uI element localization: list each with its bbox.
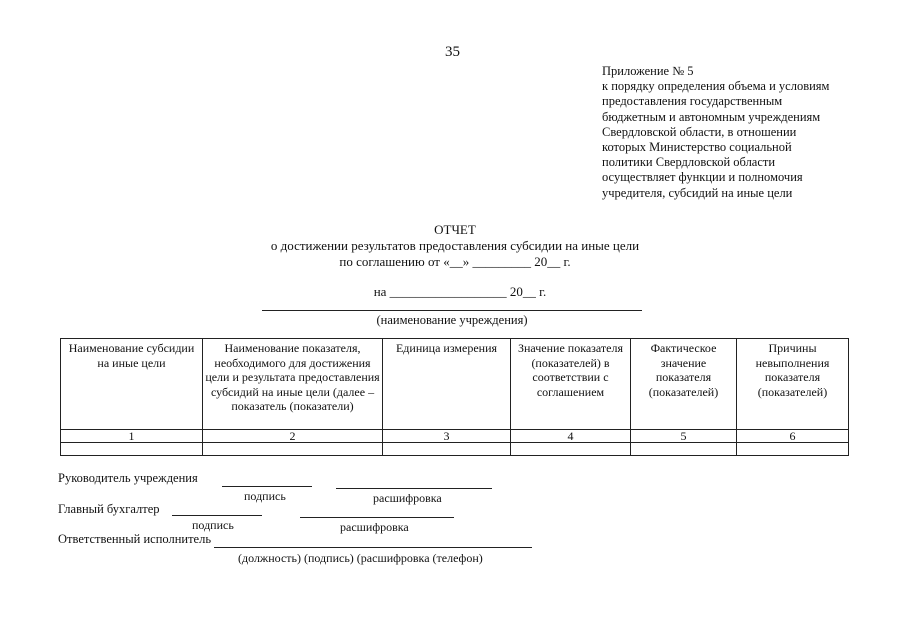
column-number: 6 xyxy=(737,430,849,443)
column-number-row xyxy=(61,430,849,443)
column-number: 2 xyxy=(203,430,383,443)
appendix-line: учредителя, субсидий на иные цели xyxy=(602,185,793,200)
column-number: 1 xyxy=(61,430,203,443)
empty-cell xyxy=(203,443,383,456)
accountant-decode-caption: расшифровка xyxy=(340,520,409,534)
table-row xyxy=(61,443,849,456)
head-decode-caption: расшифровка xyxy=(373,491,442,505)
header-indicator-name: Наименование показателя, необходимого для достижения цели и результата предоставления субсидий на иные цели (далее – показатель (показатели) xyxy=(203,339,383,430)
empty-cell xyxy=(383,443,511,456)
head-sign-line xyxy=(222,486,312,487)
report-subtitle: о достижении результатов предоставления субсидии на иные цели xyxy=(270,238,640,253)
column-number: 5 xyxy=(631,430,737,443)
accountant-label: Главный бухгалтер xyxy=(58,502,160,516)
table-header-row xyxy=(61,339,849,430)
empty-cell xyxy=(737,443,849,456)
column-number: 3 xyxy=(383,430,511,443)
executor-caption: (должность) (подпись) (расшифровка (телефон) xyxy=(238,551,483,565)
header-failure-reasons: Причины невыполнения показателя (показателей) xyxy=(737,339,849,430)
empty-cell xyxy=(511,443,631,456)
appendix-line: которых Министерство социальной xyxy=(602,140,792,155)
appendix-line: предоставления государственным xyxy=(602,94,783,109)
header-subsidy-name: Наименование субсидии на иные цели xyxy=(61,339,203,430)
page-number: 35 xyxy=(445,44,460,60)
appendix-line: к порядку определения объема и условиям xyxy=(602,79,830,94)
appendix-line: политики Свердловской области xyxy=(602,155,776,170)
head-label: Руководитель учреждения xyxy=(58,471,198,485)
appendix-line: Приложение № 5 xyxy=(602,64,694,78)
institution-name-line xyxy=(262,310,642,311)
appendix-line: осуществляет функции и полномочия xyxy=(602,170,803,185)
report-title: ОТЧЕТ xyxy=(434,222,476,237)
executor-label: Ответственный исполнитель xyxy=(58,532,212,546)
accountant-sign-line xyxy=(172,515,262,516)
empty-cell xyxy=(631,443,737,456)
agreement-line: по соглашению от «__» _________ 20__ г. xyxy=(339,254,571,269)
accountant-sign-caption: подпись xyxy=(192,518,234,532)
appendix-block xyxy=(602,64,892,201)
header-agreement-value: Значение показателя (показателей) в соответствии с соглашением xyxy=(511,339,631,430)
header-unit: Единица измерения xyxy=(383,339,511,430)
header-actual-value: Фактическое значение показателя (показателей) xyxy=(631,339,737,430)
appendix-line: бюджетным и автономным учреждениям xyxy=(602,109,821,124)
date-line: на __________________ 20__ г. xyxy=(373,284,547,299)
head-decode-line xyxy=(336,488,492,489)
head-sign-caption: подпись xyxy=(244,489,286,503)
institution-caption: (наименование учреждения) xyxy=(376,313,528,327)
executor-line xyxy=(214,547,532,548)
column-number: 4 xyxy=(511,430,631,443)
accountant-decode-line xyxy=(300,517,454,518)
empty-cell xyxy=(61,443,203,456)
report-table xyxy=(60,338,849,456)
appendix-line: Свердловской области, в отношении xyxy=(602,124,797,139)
